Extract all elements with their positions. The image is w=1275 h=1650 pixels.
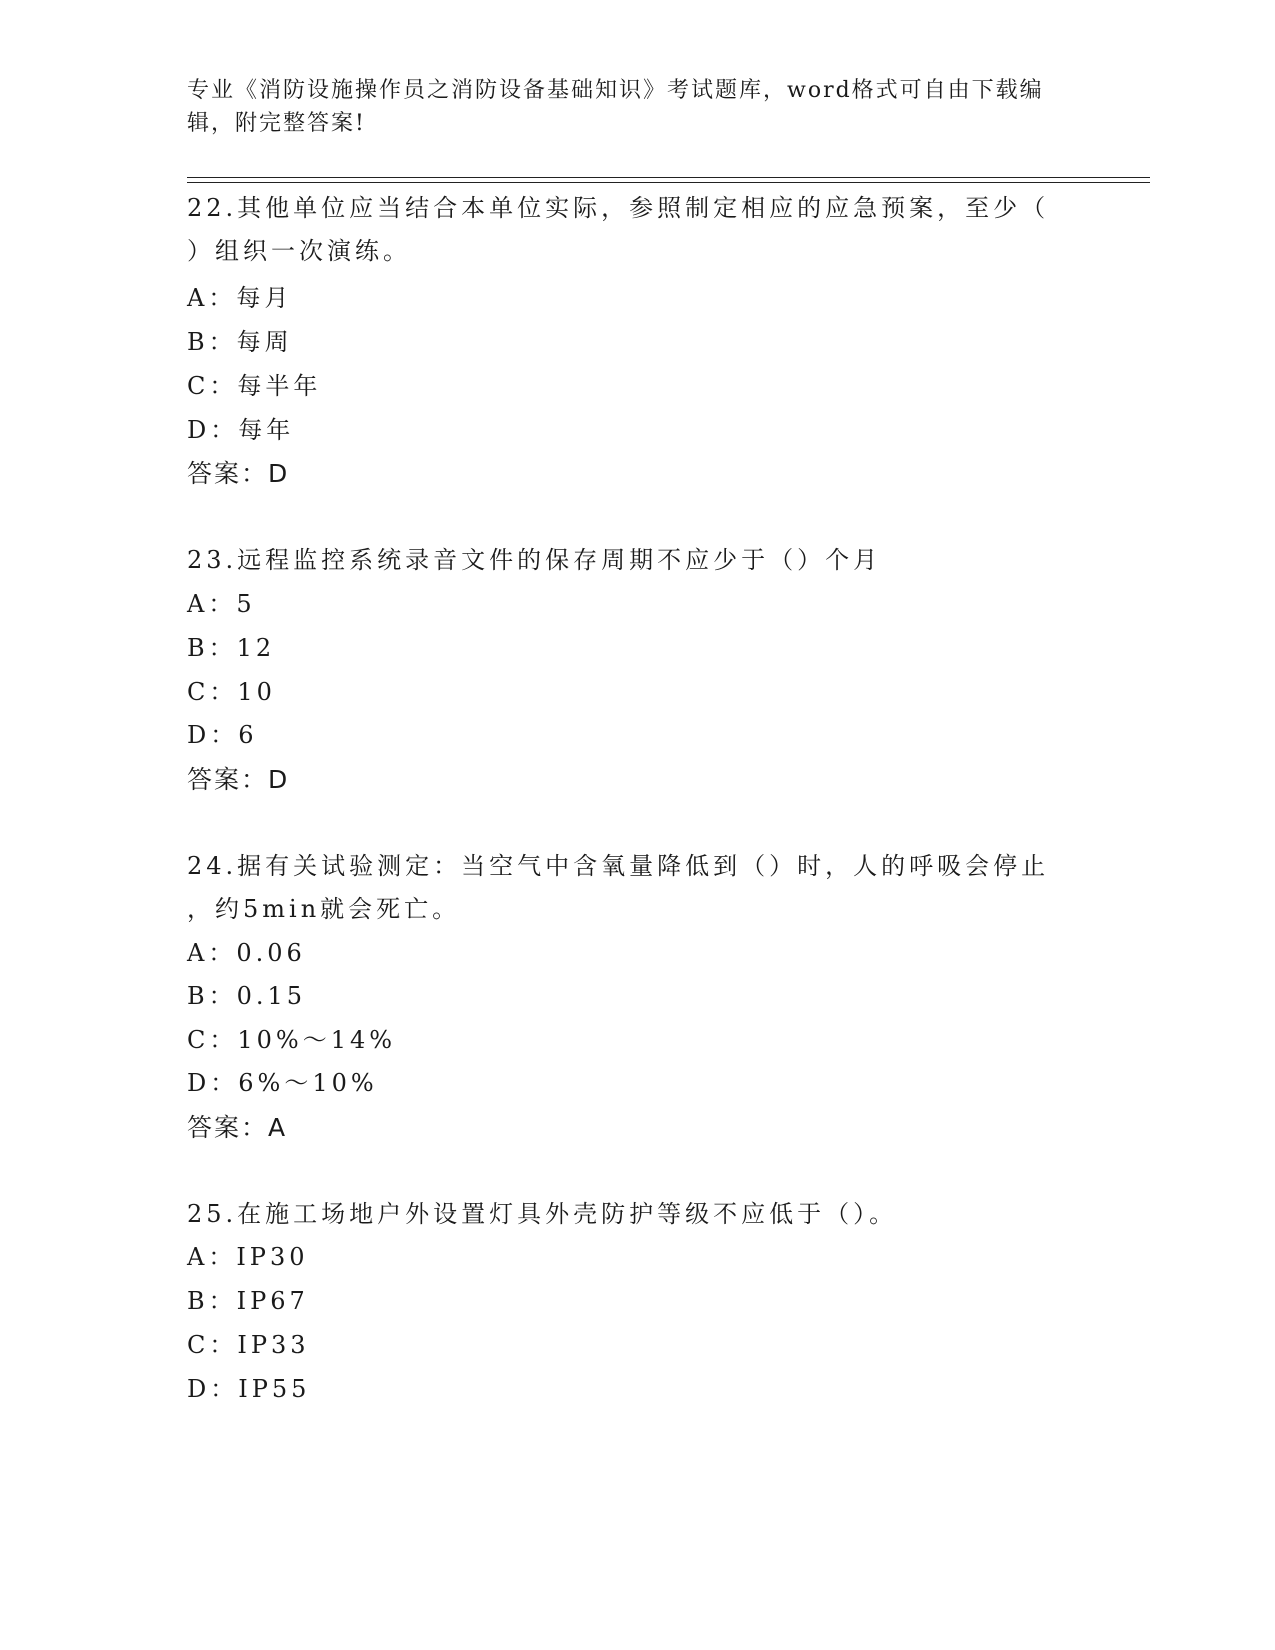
answer: 答案：D (187, 765, 290, 794)
option-b: B：每周 (187, 328, 293, 356)
option-d: D：每年 (187, 416, 295, 444)
document-intro (187, 74, 1087, 140)
question-stem-continued: ，约5min就会死亡。 (187, 895, 461, 923)
question-stem: 23.远程监控系统录音文件的保存周期不应少于（）个月 (187, 546, 882, 574)
option-d: D：6%～10% (187, 1069, 378, 1097)
option-a: A：IP30 (187, 1243, 309, 1271)
question-stem: 25.在施工场地户外设置灯具外壳防护等级不应低于（）。 (187, 1200, 898, 1228)
question-stem: 22.其他单位应当结合本单位实际，参照制定相应的应急预案，至少（ (187, 194, 1050, 222)
option-a: A：0.06 (187, 939, 306, 967)
option-d: D：6 (187, 721, 258, 749)
option-a: A：每月 (187, 284, 293, 312)
option-c: C：每半年 (187, 372, 322, 400)
question-stem: 24.据有关试验测定：当空气中含氧量降低到（）时，人的呼吸会停止 (187, 852, 1050, 880)
option-b: B：12 (187, 634, 276, 662)
question-stem-continued: ）组织一次演练。 (187, 237, 411, 265)
option-d: D：IP55 (187, 1375, 311, 1403)
header-divider-top (187, 177, 1150, 178)
answer: 答案：A (187, 1113, 288, 1142)
option-c: C：10 (187, 678, 276, 706)
answer: 答案：D (187, 459, 290, 488)
header-divider-bottom (187, 182, 1150, 183)
option-a: A：5 (187, 590, 256, 618)
option-b: B：IP67 (187, 1287, 309, 1315)
intro-line-1: 专业《消防设施操作员之消防设备基础知识》考试题库，word格式可自由下载编 (187, 78, 1044, 103)
option-c: C：IP33 (187, 1331, 310, 1359)
intro-line-2: 辑，附完整答案! (187, 111, 366, 136)
option-c: C：10%～14% (187, 1026, 397, 1054)
option-b: B：0.15 (187, 982, 307, 1010)
